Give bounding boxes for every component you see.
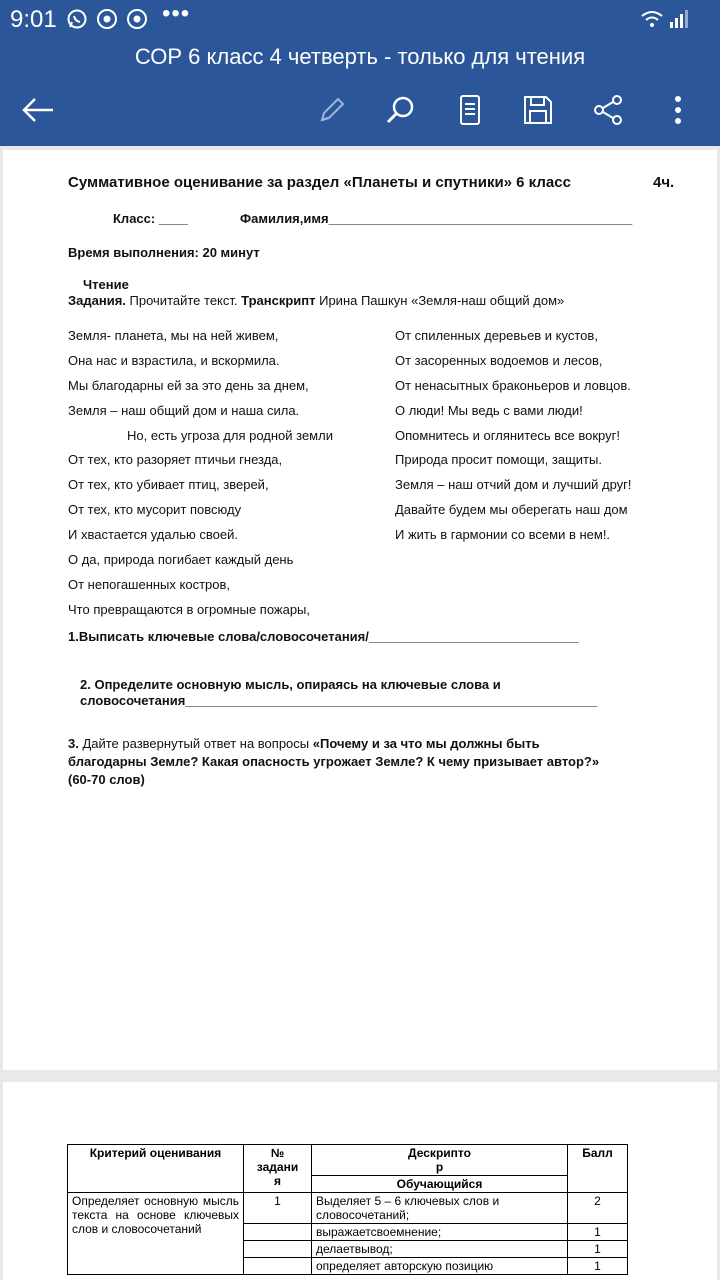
document-page-1 (3, 150, 717, 1070)
task-instruction: Задания. Прочитайте текст. Транскрипт Ирина Пашкун «Земля-наш общий дом» (68, 293, 565, 308)
time-label: Время выполнения: 20 минут (68, 245, 260, 260)
more-vertical-icon (673, 94, 683, 126)
poem-line: От засоренных водоемов и лесов, (395, 353, 603, 368)
question-3-line-2: благодарны Земле? Какая опасность угрожает Земле? К чему призывает автор?» (68, 754, 600, 769)
descriptor-cell: выражаетсвоемнение; (312, 1224, 568, 1241)
table-row (68, 1193, 628, 1224)
poem-line: Но, есть угроза для родной земли (127, 428, 333, 443)
class-label: Класс: ____ (113, 211, 188, 226)
score-cell: 1 (568, 1241, 628, 1258)
assessment-table (67, 1144, 628, 1275)
poem-line: И жить в гармонии со всеми в нем!. (395, 527, 611, 542)
chrome-icon (96, 8, 118, 30)
poem-line: Она нас и взрастила, и вскормила. (68, 353, 280, 368)
signal-wifi-icon (640, 8, 690, 30)
score-cell: 1 (568, 1258, 628, 1275)
phone-view-icon (456, 94, 484, 126)
question-2-line-2: словосочетания_________________________________________________________ (80, 693, 598, 708)
poem-line: От тех, кто мусорит повсюду (68, 502, 242, 517)
chrome-icon-2 (126, 8, 148, 30)
back-arrow-icon (21, 96, 55, 124)
document-heading: Суммативное оценивание за раздел «Планеты и спутники» 6 класс (68, 174, 571, 191)
task-number-header: № задани я (244, 1145, 312, 1193)
task-number-cell-empty (244, 1224, 312, 1241)
poem-line: О да, природа погибает каждый день (68, 552, 294, 567)
share-button[interactable] (586, 88, 630, 132)
descriptor-cell: Выделяет 5 – 6 ключевых слов и словосочетаний; (312, 1193, 568, 1224)
poem-line: Земля – наш отчий дом и лучший друг! (395, 477, 632, 492)
more-notifications-icon: ••• (162, 0, 191, 27)
question-2-line-1: 2. Определите основную мысль, опираясь на ключевые слова и (80, 677, 501, 692)
edit-button[interactable] (310, 88, 354, 132)
search-button[interactable] (378, 88, 422, 132)
question-3-line-3: (60-70 слов) (68, 772, 145, 787)
poem-line: От спиленных деревьев и кустов, (395, 328, 598, 343)
poem-line: От ненасытных браконьеров и ловцов. (395, 378, 631, 393)
save-icon (522, 94, 554, 126)
share-icon (592, 94, 624, 126)
search-icon (384, 94, 416, 126)
poem-line: О люди! Мы ведь с вами люди! (395, 403, 583, 418)
poem-line: От непогашенных костров, (68, 577, 231, 592)
poem-line: Что превращаются в огромные пожары, (68, 602, 311, 617)
poem-line: Мы благодарны ей за это день за днем, (68, 378, 309, 393)
score-cell: 2 (568, 1193, 628, 1224)
criterion-cell: Определяет основную мысль текста на основе ключевых слов и словосочетаний (68, 1193, 244, 1275)
poem-line: Земля- планета, мы на ней живем, (68, 328, 279, 343)
document-page-2 (3, 1082, 717, 1280)
learner-header: Обучающийся (312, 1176, 568, 1193)
descriptor-cell: определяет авторскую позицию (312, 1258, 568, 1275)
descriptor-header: Дескрипто р (312, 1145, 568, 1176)
grade-note: 4ч. (653, 174, 675, 191)
task-number-cell-empty (244, 1258, 312, 1275)
status-bar (0, 0, 720, 40)
poem-line: Земля – наш общий дом и наша сила. (68, 403, 300, 418)
reading-label: Чтение (83, 277, 129, 292)
app-bar (0, 0, 720, 146)
more-options-button[interactable] (656, 88, 700, 132)
poem-line: И хвастается удалью своей. (68, 527, 238, 542)
reading-view-button[interactable] (448, 88, 492, 132)
pencil-icon (316, 94, 348, 126)
poem-line: Давайте будем мы оберегать наш дом (395, 502, 628, 517)
poem-line: Природа просит помощи, защиты. (395, 452, 602, 467)
poem-line: От тех, кто разоряет птичьи гнезда, (68, 452, 283, 467)
criterion-header: Критерий оценивания (68, 1145, 244, 1193)
status-time: 9:01 (10, 6, 57, 33)
back-button[interactable] (16, 88, 60, 132)
score-header: Балл (568, 1145, 628, 1193)
poem-line: От тех, кто убивает птиц, зверей, (68, 477, 269, 492)
table-header-row (68, 1145, 628, 1176)
task-number-cell-empty (244, 1241, 312, 1258)
score-cell: 1 (568, 1224, 628, 1241)
document-title: СОР 6 класс 4 четверть - только для чтения (134, 44, 586, 69)
task-number-cell: 1 (244, 1193, 312, 1224)
question-1: 1.Выписать ключевые слова/словосочетания/_____________________________ (68, 629, 579, 644)
descriptor-cell: делаетвывод; (312, 1241, 568, 1258)
poem-line: Опомнитесь и оглянитесь все вокруг! (395, 428, 620, 443)
name-label: Фамилия,имя__________________________________________ (240, 211, 633, 226)
question-3-line-1: 3. Дайте развернутый ответ на вопросы «Почему и за что мы должны быть (68, 736, 540, 751)
save-button[interactable] (516, 88, 560, 132)
whatsapp-icon (66, 8, 88, 30)
